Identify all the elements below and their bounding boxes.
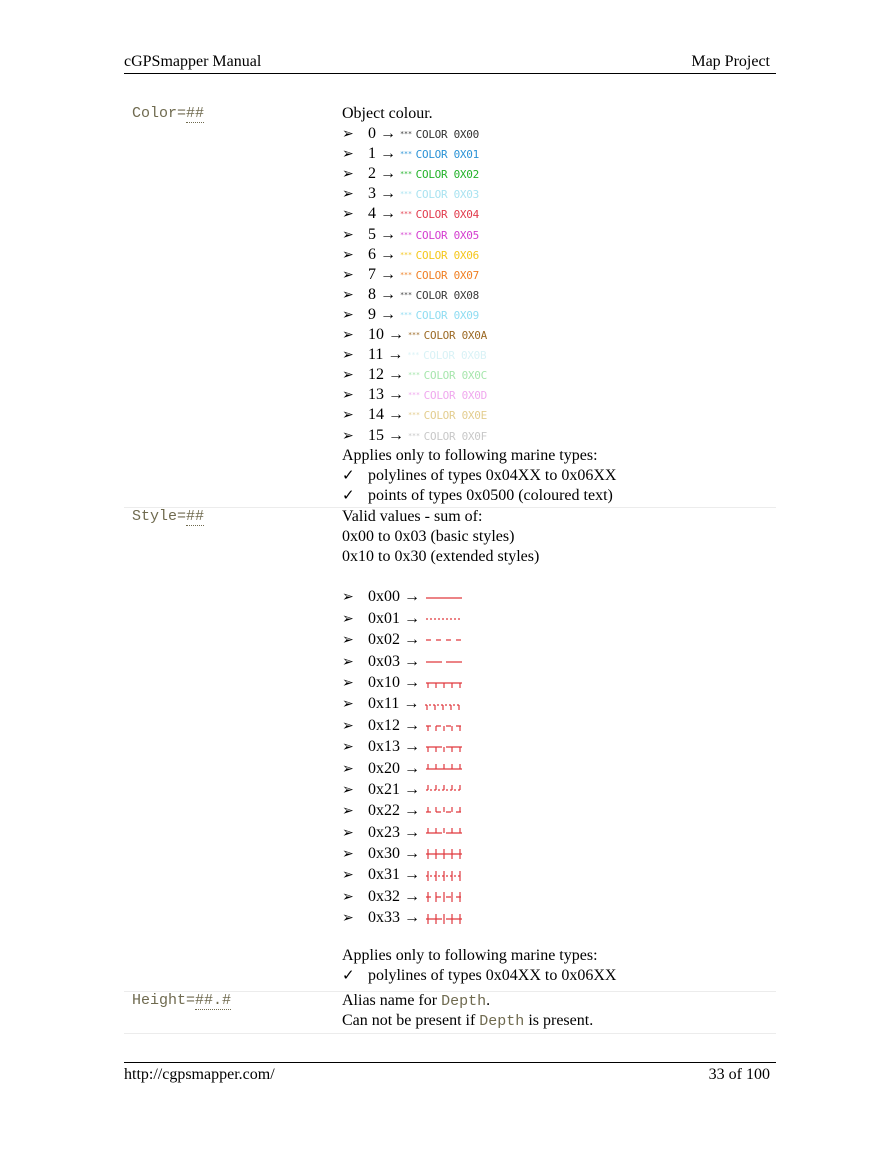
color-item <box>342 164 616 184</box>
style-item <box>342 587 616 608</box>
color-item <box>342 204 616 224</box>
color-item <box>342 265 616 285</box>
color-index: 8 → <box>368 285 400 303</box>
line-style-sample <box>424 783 464 797</box>
color-swatch-label: *** COLOR 0X0B <box>407 349 487 363</box>
bullet-arrow-icon: ➢ <box>342 633 354 649</box>
style-code: 0x01 → <box>368 609 424 627</box>
bullet-arrow-icon: ➢ <box>342 590 354 606</box>
line-style-sample <box>424 890 464 904</box>
bullet-arrow-icon: ➢ <box>342 267 354 283</box>
color-swatch-label: *** COLOR 0X0A <box>408 329 487 343</box>
height-line-1: Alias name for Depth. <box>342 992 491 1010</box>
style-code: 0x02 → <box>368 631 424 649</box>
color-item <box>342 245 616 265</box>
style-item <box>342 673 616 694</box>
check-icon: ✓ <box>342 467 355 484</box>
style-item <box>342 823 616 844</box>
bullet-arrow-icon: ➢ <box>342 428 354 444</box>
bullet-arrow-icon: ➢ <box>342 868 354 884</box>
color-item <box>342 426 616 446</box>
color-item <box>342 124 616 144</box>
line-style-sample <box>424 655 464 669</box>
color-key-prefix: Color= <box>132 105 187 122</box>
style-code: 0x20 → <box>368 759 424 777</box>
bullet-arrow-icon: ➢ <box>342 911 354 927</box>
style-code: 0x13 → <box>368 738 424 756</box>
style-code: 0x11 → <box>368 695 424 713</box>
style-code: 0x33 → <box>368 909 424 927</box>
depth-code: Depth <box>441 993 487 1010</box>
bullet-arrow-icon: ➢ <box>342 740 354 756</box>
line-style-sample <box>424 869 464 883</box>
style-item <box>342 887 616 908</box>
color-list <box>342 124 616 446</box>
color-item <box>342 305 616 325</box>
style-item <box>342 780 616 801</box>
style-description <box>342 507 616 986</box>
color-index: 12 → <box>368 366 408 384</box>
style-item <box>342 908 616 929</box>
line-style-sample <box>423 698 463 712</box>
header-title: cGPSmapper Manual <box>124 53 262 70</box>
bullet-arrow-icon: ➢ <box>342 127 354 143</box>
style-code: 0x22 → <box>368 802 424 820</box>
bullet-arrow-icon: ➢ <box>342 247 354 263</box>
style-intro-1: Valid values - sum of: <box>342 508 483 525</box>
style-check-item: ✓ polylines of types 0x04XX to 0x06XX <box>342 966 616 986</box>
line-style-sample <box>424 612 464 626</box>
color-swatch-label: *** COLOR 0X0D <box>408 389 487 403</box>
color-item <box>342 144 616 164</box>
bullet-arrow-icon: ➢ <box>342 307 354 323</box>
bullet-arrow-icon: ➢ <box>342 368 354 384</box>
header-section: Map Project <box>691 53 770 70</box>
color-swatch-label: *** COLOR 0X01 <box>400 148 479 162</box>
color-swatch-label: *** COLOR 0X0E <box>408 409 487 423</box>
footer-url: http://cgpsmapper.com/ <box>124 1066 275 1083</box>
style-code: 0x03 → <box>368 652 424 670</box>
height-line-2: Can not be present if Depth is present. <box>342 1012 594 1031</box>
color-item <box>342 184 616 204</box>
color-item <box>342 365 616 385</box>
line-style-sample <box>424 719 464 733</box>
style-applies: Applies only to following marine types: <box>342 946 598 964</box>
color-swatch-label: *** COLOR 0X0C <box>408 369 487 383</box>
style-code: 0x12 → <box>368 716 424 734</box>
color-swatch-label: *** COLOR 0X06 <box>400 248 479 262</box>
style-item <box>342 737 616 758</box>
bullet-arrow-icon: ➢ <box>342 187 354 203</box>
line-style-sample <box>424 676 464 690</box>
bullet-arrow-icon: ➢ <box>342 147 354 163</box>
bullet-arrow-icon: ➢ <box>342 804 354 820</box>
bullet-arrow-icon: ➢ <box>342 388 354 404</box>
style-intro-2: 0x00 to 0x03 (basic styles) <box>342 528 515 546</box>
line-style-sample <box>424 847 464 861</box>
style-item <box>342 759 616 780</box>
height-description <box>342 991 593 1031</box>
bullet-arrow-icon: ➢ <box>342 167 354 183</box>
color-swatch-label: *** COLOR 0X08 <box>400 288 479 302</box>
color-index: 2 → <box>368 165 400 183</box>
color-check-item: ✓ polylines of types 0x04XX to 0x06XX <box>342 466 616 486</box>
style-code: 0x10 → <box>368 673 424 691</box>
color-index: 3 → <box>368 185 400 203</box>
bullet-arrow-icon: ➢ <box>342 697 354 713</box>
bullet-arrow-icon: ➢ <box>342 761 354 777</box>
bullet-arrow-icon: ➢ <box>342 718 354 734</box>
color-item <box>342 285 616 305</box>
depth-code: Depth <box>479 1013 525 1031</box>
style-item <box>342 801 616 822</box>
style-code: 0x31 → <box>368 866 424 884</box>
color-item <box>342 385 616 405</box>
bullet-arrow-icon: ➢ <box>342 611 354 627</box>
row-separator <box>124 1033 776 1034</box>
page-footer <box>124 1062 776 1083</box>
bullet-arrow-icon: ➢ <box>342 328 354 344</box>
color-item <box>342 405 616 425</box>
line-style-sample <box>424 591 464 605</box>
color-item <box>342 225 616 245</box>
color-key <box>132 105 204 122</box>
bullet-arrow-icon: ➢ <box>342 654 354 670</box>
style-item <box>342 694 616 715</box>
bullet-arrow-icon: ➢ <box>342 227 354 243</box>
color-swatch-label: *** COLOR 0X09 <box>400 308 479 322</box>
color-index: 11 → <box>368 346 408 364</box>
height-key-prefix: Height= <box>132 992 196 1009</box>
style-item <box>342 865 616 886</box>
color-item <box>342 345 616 365</box>
color-applies: Applies only to following marine types: <box>342 446 598 464</box>
bullet-arrow-icon: ➢ <box>342 782 354 798</box>
color-swatch-label: *** COLOR 0X0F <box>408 429 487 443</box>
bullet-arrow-icon: ➢ <box>342 675 354 691</box>
bullet-arrow-icon: ➢ <box>342 408 354 424</box>
color-key-placeholder: ## <box>186 105 205 122</box>
style-list <box>342 587 616 929</box>
color-swatch-label: *** COLOR 0X07 <box>400 268 479 282</box>
bullet-arrow-icon: ➢ <box>342 825 354 841</box>
check-icon: ✓ <box>342 487 355 504</box>
style-code: 0x30 → <box>368 845 424 863</box>
line-style-sample <box>424 805 464 819</box>
style-item <box>342 652 616 673</box>
style-item <box>342 844 616 865</box>
style-key <box>132 508 204 525</box>
color-swatch-label: *** COLOR 0X05 <box>400 228 479 242</box>
color-index: 10 → <box>368 326 408 344</box>
bullet-arrow-icon: ➢ <box>342 889 354 905</box>
color-index: 9 → <box>368 305 400 323</box>
color-item <box>342 325 616 345</box>
page-header <box>124 53 776 74</box>
height-key-placeholder: ##.# <box>195 992 232 1009</box>
line-style-sample <box>424 740 464 754</box>
line-style-sample <box>424 633 464 647</box>
color-description <box>342 104 616 506</box>
style-item <box>342 716 616 737</box>
color-index: 14 → <box>368 406 408 424</box>
height-key <box>132 992 231 1009</box>
color-swatch-label: *** COLOR 0X04 <box>400 208 479 222</box>
color-swatch-label: *** COLOR 0X00 <box>400 128 479 142</box>
color-check-item: ✓ points of types 0x0500 (coloured text) <box>342 486 616 506</box>
line-style-sample <box>424 912 464 926</box>
bullet-arrow-icon: ➢ <box>342 287 354 303</box>
color-index: 7 → <box>368 265 400 283</box>
color-index: 4 → <box>368 205 400 223</box>
style-code: 0x21 → <box>368 780 424 798</box>
color-intro: Object colour. <box>342 105 433 122</box>
color-index: 6 → <box>368 245 400 263</box>
color-index: 15 → <box>368 426 408 444</box>
bullet-arrow-icon: ➢ <box>342 847 354 863</box>
style-code: 0x00 → <box>368 588 424 606</box>
page-number: 33 of 100 <box>708 1066 770 1083</box>
style-key-placeholder: ## <box>186 508 205 525</box>
color-swatch-label: *** COLOR 0X02 <box>400 168 479 182</box>
style-code: 0x23 → <box>368 823 424 841</box>
line-style-sample <box>424 762 464 776</box>
color-index: 1 → <box>368 145 400 163</box>
color-index: 5 → <box>368 225 400 243</box>
line-style-sample <box>424 826 464 840</box>
style-item <box>342 609 616 630</box>
check-icon: ✓ <box>342 967 355 984</box>
bullet-arrow-icon: ➢ <box>342 348 354 364</box>
color-swatch-label: *** COLOR 0X03 <box>400 188 479 202</box>
bullet-arrow-icon: ➢ <box>342 207 354 223</box>
color-index: 13 → <box>368 386 408 404</box>
color-index: 0 → <box>368 125 400 143</box>
style-intro-3: 0x10 to 0x30 (extended styles) <box>342 548 540 566</box>
style-key-prefix: Style= <box>132 508 187 525</box>
style-code: 0x32 → <box>368 887 424 905</box>
style-item <box>342 630 616 651</box>
